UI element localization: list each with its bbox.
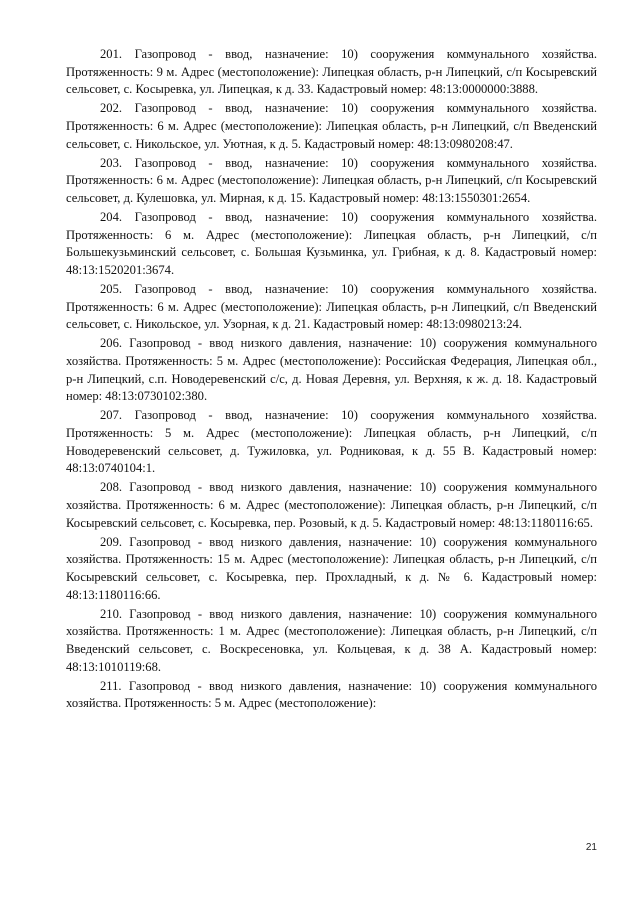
list-item: 204. Газопровод - ввод, назначение: 10) сооружения коммунального хозяйства. Протяженность: 6 м. Адрес (местоположение): Липецкая область, р-н Липецкий, с/п Большекузьминский сельсовет, с. Большая Кузьминка, ул. Грибная, к д. 8. Кадастровый номер: 48:13:1520201:3674. <box>66 210 597 277</box>
list-item: 208. Газопровод - ввод низкого давления, назначение: 10) сооружения коммунального хозяйства. Протяженность: 6 м. Адрес (местоположение): Липецкая область, р-н Липецкий, с/п Косыревский сельсовет, с. Косыревка, пер. Розовый, к д. 5. Кадастровый номер: 48:13:1180116:65. <box>66 480 597 530</box>
list-item: 211. Газопровод - ввод низкого давления, назначение: 10) сооружения коммунального хозяйства. Протяженность: 5 м. Адрес (местоположение): <box>66 678 597 711</box>
document-body <box>66 46 597 715</box>
list-item: 201. Газопровод - ввод, назначение: 10) сооружения коммунального хозяйства. Протяженность: 9 м. Адрес (местоположение): Липецкая область, р-н Липецкий, с/п Косыревский сельсовет, с. Косыревка, ул. Липецкая, к д. 33. Кадастровый номер: 48:13:0000000:3888. <box>66 47 597 97</box>
list-item: 207. Газопровод - ввод, назначение: 10) сооружения коммунального хозяйства. Протяженность: 5 м. Адрес (местоположение): Липецкая область, р-н Липецкий, с/п Новодеревенский сельсовет, д. Тужиловка, ул. Родниковая, к д. 55 В. Кадастровый номер: 48:13:0740104:1. <box>66 408 597 476</box>
list-item: 203. Газопровод - ввод, назначение: 10) сооружения коммунального хозяйства. Протяженность: 6 м. Адрес (местоположение): Липецкая область, р-н Липецкий, с/п Косыревский сельсовет, д. Кулешовка, ул. Мирная, к д. 15. Кадастровый номер: 48:13:1550301:2654. <box>66 155 597 205</box>
list-item: 209. Газопровод - ввод низкого давления, назначение: 10) сооружения коммунального хозяйства. Протяженность: 15 м. Адрес (местоположение): Липецкая область, р-н Липецкий, с/п Косыревский сельсовет, с. Косыревка, пер. Прохладный, к д. № 6. Кадастровый номер: 48:13:1180116:66. <box>66 534 597 602</box>
list-item: 202. Газопровод - ввод, назначение: 10) сооружения коммунального хозяйства. Протяженность: 6 м. Адрес (местоположение): Липецкая область, р-н Липецкий, с/п Введенский сельсовет, с. Никольское, ул. Уютная, к д. 5. Кадастровый номер: 48:13:0980208:47. <box>66 101 597 151</box>
list-item: 210. Газопровод - ввод низкого давления, назначение: 10) сооружения коммунального хозяйства. Протяженность: 1 м. Адрес (местоположение): Липецкая область, р-н Липецкий, с/п Введенский сельсовет, с. Воскресеновка, ул. Кольцевая, к д. 38 А. Кадастровый номер: 48:13:1010119:68. <box>66 606 597 674</box>
list-item: 206. Газопровод - ввод низкого давления, назначение: 10) сооружения коммунального хозяйства. Протяженность: 5 м. Адрес (местоположение): Российская Федерация, Липецкая обл., р-н Липецкий, с.п. Новодеревенский с/с, д. Новая Деревня, ул. Верхняя, к ж. д. 18. Кадастровый номер: 48:13:0730102:380. <box>66 336 597 404</box>
page-number: 21 <box>585 842 597 853</box>
list-item: 205. Газопровод - ввод, назначение: 10) сооружения коммунального хозяйства. Протяженность: 6 м. Адрес (местоположение): Липецкая область, р-н Липецкий, с/п Введенский сельсовет, с. Никольское, ул. Узорная, к д. 21. Кадастровый номер: 48:13:0980213:24. <box>66 282 597 332</box>
